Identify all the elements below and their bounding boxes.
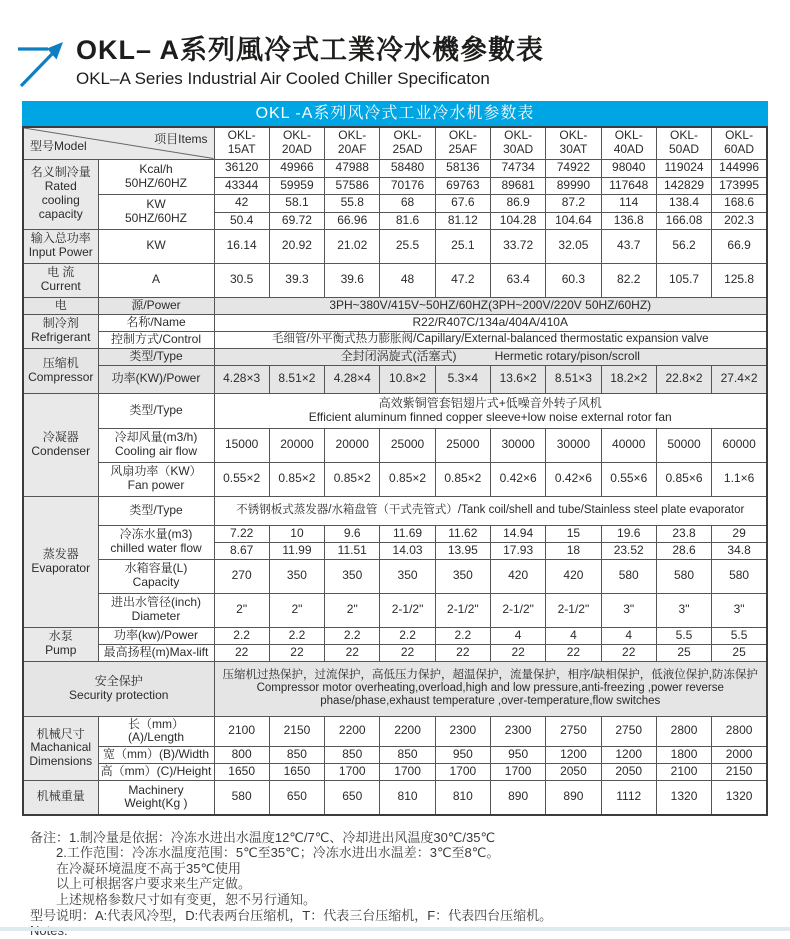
item-tank-capacity: 水箱容量(L) Capacity	[98, 559, 214, 593]
value-cell: 59959	[269, 177, 324, 194]
value-cell: 950	[435, 747, 490, 764]
item-power-source: 源/Power	[98, 297, 214, 314]
value-cell: 2750	[546, 716, 601, 747]
value-cell: 2200	[380, 716, 435, 747]
value-cell: 8.67	[214, 542, 269, 559]
value-cell: 1800	[656, 747, 711, 764]
value-cell: 580	[601, 559, 656, 593]
section-rated-cooling: 名义制冷量 Rated cooling capacity	[23, 159, 98, 229]
value-cell: 580	[214, 781, 269, 815]
value-cell: 55.8	[325, 194, 380, 212]
value-cell: 22	[490, 644, 545, 661]
item-width: 宽（mm）(B)/Width	[98, 747, 214, 764]
value-cell: 47.2	[435, 263, 490, 297]
value-cell: 890	[490, 781, 545, 815]
value-cell: 350	[380, 559, 435, 593]
model-header: OKL- 20AD	[269, 127, 324, 159]
value-cell: 63.4	[490, 263, 545, 297]
section-refrigerant: 制冷剂 Refrigerant	[23, 314, 98, 348]
value-cell: 850	[325, 747, 380, 764]
value-cell: 8.51×3	[546, 365, 601, 393]
item-pump-power: 功率(kw)/Power	[98, 627, 214, 644]
value-cell: 18	[546, 542, 601, 559]
value-cell: 2-1/2"	[546, 593, 601, 627]
value-cell: 10.8×2	[380, 365, 435, 393]
value-cell: 114	[601, 194, 656, 212]
value-cell: 5.5	[712, 627, 767, 644]
value-span-cell: 不锈钢板式蒸发器/水箱盘管（干式壳管式）/Tank coil/shell and tube/Stainless steel plate evaporator	[214, 496, 767, 525]
value-cell: 25	[656, 644, 711, 661]
row-compressor-type	[23, 348, 767, 365]
item-weight: Machinery Weight(Kg )	[98, 781, 214, 815]
model-header: OKL- 50AD	[656, 127, 711, 159]
row-input-power	[23, 229, 767, 263]
value-cell: 30000	[490, 428, 545, 462]
row-width	[23, 747, 767, 764]
value-cell: 9.6	[325, 525, 380, 542]
table-title-bar: OKL -A系列风冷式工业冷水机参数表	[22, 101, 768, 126]
row-cooling-air-flow	[23, 428, 767, 462]
model-header: OKL- 25AD	[380, 127, 435, 159]
value-cell: 1700	[380, 764, 435, 781]
value-cell: 890	[546, 781, 601, 815]
value-cell: 14.03	[380, 542, 435, 559]
value-span-cell: 3PH~380V/415V~50HZ/60HZ(3PH~200V/220V 50HZ/60HZ)	[214, 297, 767, 314]
row-refrigerant-control	[23, 331, 767, 348]
value-cell: 10	[269, 525, 324, 542]
value-span-cell: 全封闭涡旋式(活塞式) Hermetic rotary/pison/scroll	[214, 348, 767, 365]
value-cell: 22	[269, 644, 324, 661]
value-cell: 202.3	[712, 212, 767, 229]
row-compressor-power	[23, 365, 767, 393]
value-cell: 810	[435, 781, 490, 815]
item-length: 长（mm）(A)/Length	[98, 716, 214, 747]
value-cell: 27.4×2	[712, 365, 767, 393]
value-cell: 36120	[214, 159, 269, 177]
value-cell: 168.6	[712, 194, 767, 212]
value-cell: 15	[546, 525, 601, 542]
value-cell: 350	[435, 559, 490, 593]
value-cell: 850	[380, 747, 435, 764]
row-height	[23, 764, 767, 781]
row-kcal-50hz	[23, 159, 767, 177]
item-cooling-air-flow: 冷却风量(m3/h) Cooling air flow	[98, 428, 214, 462]
value-cell: 13.6×2	[490, 365, 545, 393]
value-span-cell: 高效紫铜管套铝翅片式+低噪音外转子风机 Efficient aluminum finned copper sleeve+low noise external rotor fan	[214, 393, 767, 428]
value-span-cell: R22/R407C/134a/404A/410A	[214, 314, 767, 331]
value-cell: 22	[214, 644, 269, 661]
value-cell: 2050	[601, 764, 656, 781]
value-cell: 3"	[601, 593, 656, 627]
corner-cell	[23, 127, 214, 159]
value-cell: 270	[214, 559, 269, 593]
value-cell: 144996	[712, 159, 767, 177]
value-cell: 2150	[712, 764, 767, 781]
value-cell: 5.3×4	[435, 365, 490, 393]
value-cell: 0.85×2	[380, 462, 435, 496]
value-cell: 25000	[380, 428, 435, 462]
value-cell: 420	[546, 559, 601, 593]
value-cell: 66.96	[325, 212, 380, 229]
value-cell: 20000	[269, 428, 324, 462]
value-cell: 2750	[601, 716, 656, 747]
value-cell: 23.8	[656, 525, 711, 542]
value-cell: 11.51	[325, 542, 380, 559]
value-cell: 2100	[656, 764, 711, 781]
value-cell: 16.14	[214, 229, 269, 263]
note-line: 备注：1.制冷量是依据：冷冻水进出水温度12℃/7℃、冷却进出风温度30℃/35℃	[30, 829, 496, 845]
value-cell: 2050	[546, 764, 601, 781]
model-header: OKL- 30AT	[546, 127, 601, 159]
value-cell: 1650	[214, 764, 269, 781]
value-cell: 4	[601, 627, 656, 644]
value-span-cell: 毛细管/外平衡式热力膨胀阀/Capillary/External-balanced thermostatic expansion valve	[214, 331, 767, 348]
value-cell: 1200	[601, 747, 656, 764]
model-header: OKL- 60AD	[712, 127, 767, 159]
value-span-cell: 压缩机过热保护，过流保护，高低压力保护，超温保护，流量保护，相序/缺相保护，低液位保护,防冻保护 Compressor motor overheating,overload,high and low pressure,anti-freezing ,power reverse phase/phase,exhaust temperature ,over-temperature,flow switches	[214, 661, 767, 716]
value-cell: 47988	[325, 159, 380, 177]
value-cell: 2-1/2"	[380, 593, 435, 627]
value-cell: 350	[325, 559, 380, 593]
value-cell: 142829	[656, 177, 711, 194]
value-cell: 5.5	[656, 627, 711, 644]
value-cell: 57586	[325, 177, 380, 194]
value-cell: 98040	[601, 159, 656, 177]
row-evaporator-type	[23, 496, 767, 525]
notes-section	[30, 830, 790, 939]
value-cell: 25000	[435, 428, 490, 462]
value-cell: 70176	[380, 177, 435, 194]
value-cell: 1700	[490, 764, 545, 781]
value-cell: 67.6	[435, 194, 490, 212]
value-cell: 2300	[435, 716, 490, 747]
value-cell: 4.28×3	[214, 365, 269, 393]
value-cell: 2800	[712, 716, 767, 747]
value-cell: 2-1/2"	[490, 593, 545, 627]
value-cell: 60.3	[546, 263, 601, 297]
value-cell: 74734	[490, 159, 545, 177]
value-cell: 22	[546, 644, 601, 661]
value-cell: 1.1×6	[712, 462, 767, 496]
value-cell: 125.8	[712, 263, 767, 297]
value-cell: 2100	[214, 716, 269, 747]
row-pipe-diameter	[23, 593, 767, 627]
value-cell: 1700	[325, 764, 380, 781]
value-cell: 25.5	[380, 229, 435, 263]
value-cell: 117648	[601, 177, 656, 194]
value-cell: 1700	[435, 764, 490, 781]
value-cell: 650	[269, 781, 324, 815]
value-cell: 43.7	[601, 229, 656, 263]
value-cell: 11.62	[435, 525, 490, 542]
value-cell: 19.6	[601, 525, 656, 542]
row-current	[23, 263, 767, 297]
note-line: 以上可根据客户要求来生产定做。	[56, 876, 252, 892]
value-cell: 11.99	[269, 542, 324, 559]
value-cell: 2.2	[325, 627, 380, 644]
item-kw: KW 50HZ/60HZ	[98, 194, 214, 229]
value-cell: 25	[712, 644, 767, 661]
value-cell: 166.08	[656, 212, 711, 229]
value-cell: 69.72	[269, 212, 324, 229]
value-cell: 580	[656, 559, 711, 593]
model-header: OKL- 15AT	[214, 127, 269, 159]
value-cell: 20.92	[269, 229, 324, 263]
value-cell: 4.28×4	[325, 365, 380, 393]
value-cell: 82.2	[601, 263, 656, 297]
value-cell: 11.69	[380, 525, 435, 542]
value-cell: 650	[325, 781, 380, 815]
value-cell: 0.85×2	[269, 462, 324, 496]
value-cell: 22	[325, 644, 380, 661]
value-cell: 33.72	[490, 229, 545, 263]
value-cell: 15000	[214, 428, 269, 462]
value-cell: 68	[380, 194, 435, 212]
value-cell: 0.42×6	[546, 462, 601, 496]
row-length	[23, 716, 767, 747]
value-cell: 28.6	[656, 542, 711, 559]
value-cell: 18.2×2	[601, 365, 656, 393]
value-cell: 4	[490, 627, 545, 644]
value-cell: 30000	[546, 428, 601, 462]
item-max-lift: 最高扬程(m)Max-lift	[98, 644, 214, 661]
value-cell: 87.2	[546, 194, 601, 212]
value-cell: 81.6	[380, 212, 435, 229]
value-cell: 42	[214, 194, 269, 212]
model-header-row	[23, 127, 767, 159]
value-cell: 0.85×6	[656, 462, 711, 496]
row-security-protection	[23, 661, 767, 716]
value-cell: 20000	[325, 428, 380, 462]
value-cell: 119024	[656, 159, 711, 177]
value-cell: 2800	[656, 716, 711, 747]
value-cell: 4	[546, 627, 601, 644]
model-header: OKL- 30AD	[490, 127, 545, 159]
value-cell: 22	[380, 644, 435, 661]
note-line: 在冷凝环境温度不高于35℃使用	[56, 860, 242, 876]
value-cell: 89681	[490, 177, 545, 194]
section-input-power: 输入总功率 Input Power	[23, 229, 98, 263]
value-cell: 60000	[712, 428, 767, 462]
value-cell: 420	[490, 559, 545, 593]
value-cell: 30.5	[214, 263, 269, 297]
model-header: OKL- 20AF	[325, 127, 380, 159]
model-header: OKL- 25AF	[435, 127, 490, 159]
value-cell: 81.12	[435, 212, 490, 229]
value-cell: 580	[712, 559, 767, 593]
value-cell: 2"	[214, 593, 269, 627]
section-current: 电 流 Current	[23, 263, 98, 297]
item-refrigerant-control: 控制方式/Control	[98, 331, 214, 348]
value-cell: 34.8	[712, 542, 767, 559]
value-cell: 2200	[325, 716, 380, 747]
value-cell: 7.22	[214, 525, 269, 542]
value-cell: 69763	[435, 177, 490, 194]
bottom-border	[0, 927, 790, 931]
value-cell: 136.8	[601, 212, 656, 229]
value-cell: 43344	[214, 177, 269, 194]
value-cell: 86.9	[490, 194, 545, 212]
item-refrigerant-name: 名称/Name	[98, 314, 214, 331]
note-line: 2.工作范围：冷冻水温度范围：5℃至35℃；冷冻水进出水温差：3℃至8℃。	[56, 845, 500, 861]
value-cell: 850	[269, 747, 324, 764]
value-cell: 1320	[656, 781, 711, 815]
note-line: 上述规格参数尺寸如有变更，恕不另行通知。	[56, 891, 317, 907]
value-cell: 104.28	[490, 212, 545, 229]
value-cell: 32.05	[546, 229, 601, 263]
item-height: 高（mm）(C)/Height	[98, 764, 214, 781]
row-power-source	[23, 297, 767, 314]
value-cell: 173995	[712, 177, 767, 194]
value-cell: 58.1	[269, 194, 324, 212]
spec-table	[22, 101, 768, 816]
corner-model-label: 型号Model	[30, 138, 87, 153]
value-cell: 39.3	[269, 263, 324, 297]
section-power: 电	[23, 297, 98, 314]
value-cell: 39.6	[325, 263, 380, 297]
item-fan-power: 风扇功率（KW） Fan power	[98, 462, 214, 496]
section-condenser: 冷凝器 Condenser	[23, 393, 98, 496]
value-cell: 29	[712, 525, 767, 542]
section-compressor: 压缩机 Compressor	[23, 348, 98, 393]
value-cell: 800	[214, 747, 269, 764]
section-dimensions: 机械尺寸 Machanical Dimensions	[23, 716, 98, 781]
item-chilled-water-flow: 冷冻水量(m3) chilled water flow	[98, 525, 214, 559]
row-max-lift	[23, 644, 767, 661]
item-evaporator-type: 类型/Type	[98, 496, 214, 525]
row-fan-power	[23, 462, 767, 496]
row-tank-capacity	[23, 559, 767, 593]
page-subtitle: OKL–A Series Industrial Air Cooled Chiller Specificaton	[76, 68, 490, 88]
row-condenser-type	[23, 393, 767, 428]
value-cell: 23.52	[601, 542, 656, 559]
item-pipe-diameter: 进出水管径(inch) Diameter	[98, 593, 214, 627]
section-weight: 机械重量	[23, 781, 98, 815]
value-cell: 21.02	[325, 229, 380, 263]
value-cell: 350	[269, 559, 324, 593]
value-cell: 1650	[269, 764, 324, 781]
value-cell: 2"	[269, 593, 324, 627]
value-cell: 138.4	[656, 194, 711, 212]
value-cell: 1200	[546, 747, 601, 764]
value-cell: 2.2	[269, 627, 324, 644]
value-cell: 2.2	[380, 627, 435, 644]
value-cell: 50000	[656, 428, 711, 462]
corner-items-label: 项目Items	[154, 132, 208, 146]
value-cell: 66.9	[712, 229, 767, 263]
value-cell: 74922	[546, 159, 601, 177]
value-cell: 3"	[656, 593, 711, 627]
value-cell: 22.8×2	[656, 365, 711, 393]
value-cell: 58136	[435, 159, 490, 177]
value-cell: 25.1	[435, 229, 490, 263]
value-cell: 2-1/2"	[435, 593, 490, 627]
row-weight	[23, 781, 767, 815]
value-cell: 2300	[490, 716, 545, 747]
row-refrigerant-name	[23, 314, 767, 331]
note-line: 型号说明：A:代表风冷型，D:代表两台压缩机，T：代表三台压缩机，F：代表四台压缩机。	[30, 907, 553, 923]
value-cell: 17.93	[490, 542, 545, 559]
value-cell: 0.55×6	[601, 462, 656, 496]
row-kw-50hz	[23, 194, 767, 212]
value-cell: 105.7	[656, 263, 711, 297]
value-cell: 1320	[712, 781, 767, 815]
item-amp-unit: A	[98, 263, 214, 297]
value-cell: 49966	[269, 159, 324, 177]
value-cell: 58480	[380, 159, 435, 177]
value-cell: 810	[380, 781, 435, 815]
value-cell: 89990	[546, 177, 601, 194]
value-cell: 2.2	[214, 627, 269, 644]
value-cell: 40000	[601, 428, 656, 462]
value-cell: 0.55×2	[214, 462, 269, 496]
value-cell: 22	[601, 644, 656, 661]
item-compressor-power: 功率(KW)/Power	[98, 365, 214, 393]
value-cell: 950	[490, 747, 545, 764]
arrow-up-right-icon	[14, 38, 68, 90]
section-pump: 水泵 Pump	[23, 627, 98, 661]
value-cell: 48	[380, 263, 435, 297]
item-condenser-type: 类型/Type	[98, 393, 214, 428]
value-cell: 2000	[712, 747, 767, 764]
value-cell: 0.42×6	[490, 462, 545, 496]
value-cell: 104.64	[546, 212, 601, 229]
value-cell: 3"	[712, 593, 767, 627]
value-cell: 2150	[269, 716, 324, 747]
section-security: 安全保护 Security protection	[23, 661, 214, 716]
item-kw-unit: KW	[98, 229, 214, 263]
value-cell: 13.95	[435, 542, 490, 559]
value-cell: 0.85×2	[325, 462, 380, 496]
value-cell: 2.2	[435, 627, 490, 644]
value-cell: 56.2	[656, 229, 711, 263]
value-cell: 50.4	[214, 212, 269, 229]
row-pump-power	[23, 627, 767, 644]
page-title: OKL– A系列風冷式工業冷水機參數表	[76, 35, 545, 65]
item-kcal: Kcal/h 50HZ/60HZ	[98, 159, 214, 194]
model-header: OKL- 40AD	[601, 127, 656, 159]
value-cell: 14.94	[490, 525, 545, 542]
row-chilled-water-50hz	[23, 525, 767, 542]
page-header	[0, 0, 790, 90]
value-cell: 1112	[601, 781, 656, 815]
value-cell: 0.85×2	[435, 462, 490, 496]
value-cell: 2"	[325, 593, 380, 627]
section-evaporator: 蒸发器 Evaporator	[23, 496, 98, 627]
value-cell: 8.51×2	[269, 365, 324, 393]
item-compressor-type: 类型/Type	[98, 348, 214, 365]
value-cell: 22	[435, 644, 490, 661]
